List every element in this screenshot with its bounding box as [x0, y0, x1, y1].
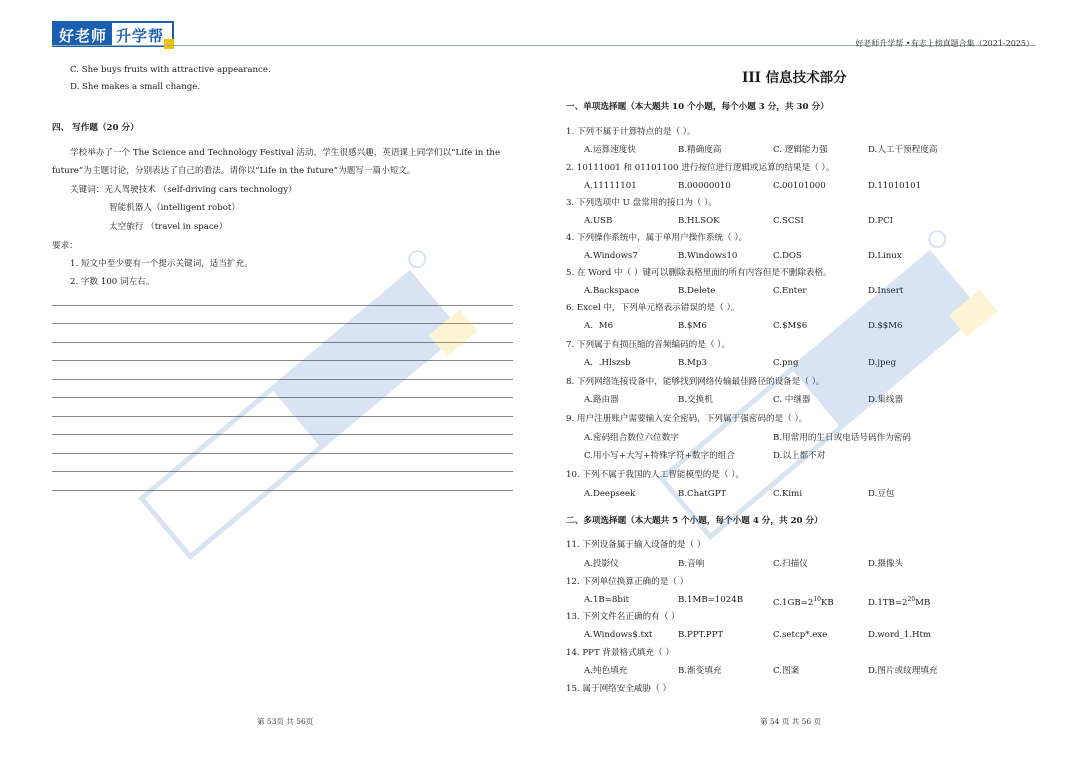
question-8-stem: 8. 下列网络连接设备中，能够找到网络传输最佳路径的设备是（ ）。: [566, 377, 825, 387]
question-6-option-c: C.$M$6: [773, 321, 808, 331]
answer-line: [52, 379, 513, 380]
question-8-option-d: D.集线器: [868, 395, 904, 405]
question-11-option-c: C.扫描仪: [773, 559, 808, 569]
question-10-stem: 10. 下列不属于我国的人工智能模型的是（ ）。: [566, 470, 745, 480]
logo-text-part1: 好老师: [54, 23, 112, 45]
question-15-stem: 15. 属于网络安全威胁（ ）: [566, 684, 672, 694]
logo-text-part2: 升学帮: [112, 23, 168, 45]
question-14-stem: 14. PPT 背景格式填充（ ）: [566, 648, 674, 658]
question-4-option-c: C.DOS: [773, 251, 802, 261]
question-12-stem: 12. 下列单位换算正确的是（ ）: [566, 577, 689, 587]
question-14-option-d: D.图片或纹理填充: [868, 666, 938, 676]
question-13-stem: 13. 下列文件名正确的有（ ）: [566, 612, 680, 622]
question-3-option-b: B.HLSOK: [678, 216, 720, 226]
answer-line: [52, 416, 513, 417]
question-11-option-b: B.音响: [678, 559, 705, 569]
question-1-option-c: C. 逻辑能力强: [773, 145, 828, 155]
question-10-option-d: D.豆包: [868, 489, 895, 499]
question-3-option-d: D.PCI: [868, 216, 894, 226]
question-5-option-a: A.Backspace: [584, 286, 640, 296]
question-1-option-a: A.运算速度快: [584, 145, 636, 155]
question-6-option-d: D.$$M6: [868, 321, 903, 331]
writing-section-title: 四、 写作题（20 分）: [52, 123, 139, 133]
question-13-option-a: A.Windows$.txt: [584, 630, 653, 640]
question-6-option-b: B.$M6: [678, 321, 707, 331]
watermark-left: [133, 248, 484, 566]
keywords-line-2: 智能机器人（intelligent robot）: [109, 203, 240, 213]
question-1-option-d: D.人工干预程度高: [868, 145, 938, 155]
question-8-option-a: A.路由器: [584, 395, 619, 405]
answer-line: [52, 434, 513, 435]
question-11-option-a: A.投影仪: [584, 559, 619, 569]
answer-line: [52, 323, 513, 324]
question-2-option-b: B.00000010: [678, 181, 731, 191]
question-4-option-d: D.Linux: [868, 251, 902, 261]
answer-line: [52, 490, 513, 491]
question-9-option-d: D.以上都不对: [773, 451, 826, 461]
keywords-line-1: 关键词：无人驾驶技术 （self-driving cars technology）: [70, 185, 297, 195]
single-choice-section-title: 一、单项选择题（本大题共 10 个小题，每个小题 3 分，共 30 分）: [566, 102, 829, 112]
question-9-option-a: A.密码组合数位六位数字: [584, 433, 679, 443]
question-9-stem: 9. 用户注册账户需要输入安全密码，下列属于强密码的是（ ）。: [566, 414, 808, 424]
question-12-option-d-base: D.1TB=2: [868, 597, 908, 608]
writing-prompt-line-2: future”为主题讨论，分别表达了自己的看法。请你以“Life in the future”为题写一篇小短文。: [52, 166, 416, 176]
question-13-option-d: D.word_1.Htm: [868, 630, 932, 640]
question-11-option-d: D.摄像头: [868, 559, 904, 569]
question-4-option-b: B.Windows10: [678, 251, 738, 261]
answer-line: [52, 471, 513, 472]
question-11-stem: 11. 下列设备属于输入设备的是（ ）: [566, 540, 706, 550]
answer-line: [52, 360, 513, 361]
requirement-1: 1. 短文中至少要有一个提示关键词，适当扩充。: [70, 259, 253, 269]
question-13-option-b: B.PPT.PPT: [678, 630, 724, 640]
brand-logo: [52, 21, 174, 47]
question-2-option-c: C.00101000: [773, 181, 826, 191]
question-7-option-d: D.jpeg: [868, 358, 897, 368]
question-13-option-c: C.setcp*.exe: [773, 630, 828, 640]
requirements-label: 要求：: [52, 241, 78, 251]
question-7-stem: 7. 下列属于有损压缩的音频编码的是（ ）。: [566, 340, 731, 350]
question-9-option-b: B.用常用的生日或电话号码作为密码: [773, 433, 911, 443]
question-14-option-a: A.纯色填充: [584, 666, 628, 676]
question-6-stem: 6. Excel 中，下列单元格表示错误的是（ ）。: [566, 303, 740, 313]
question-12-option-d-exponent: 20: [907, 596, 916, 603]
question-12-option-d-unit: MB: [915, 597, 931, 608]
question-8-option-c: C. 中继器: [773, 395, 811, 405]
question-8-option-b: B.交换机: [678, 395, 713, 405]
question-7-option-a: A．.Hlszsb: [584, 358, 631, 368]
question-5-option-c: C.Enter: [773, 286, 807, 296]
question-14-option-c: C.图案: [773, 666, 800, 676]
question-1-stem: 1. 下列不属于计算特点的是（ ）。: [566, 127, 696, 137]
question-10-option-b: B.ChatGPT: [678, 489, 727, 499]
question-3-stem: 3. 下列选项中 U 盘常用的接口为（ ）。: [566, 198, 717, 208]
question-1-option-b: B.精确度高: [678, 145, 722, 155]
requirement-2: 2. 字数 100 词左右。: [70, 277, 155, 287]
question-12-option-d: [868, 594, 930, 609]
question-12-option-b: B.1MB=1024B: [678, 595, 744, 605]
header-series-title: 好老师升学帮 •有志上榜真题合集（2021-2025）: [855, 39, 1034, 48]
question-2-option-a: A.11111101: [584, 181, 637, 191]
question-5-option-d: D.Insert: [868, 286, 904, 296]
question-4-option-a: A.Windows7: [584, 251, 638, 261]
question-7-option-c: C.png: [773, 358, 799, 368]
option-c-text: C. She buys fruits with attractive appearance.: [70, 65, 271, 75]
question-2-option-d: D.11010101: [868, 181, 922, 191]
part-title: III 信息技术部分: [742, 70, 847, 86]
answer-line: [52, 305, 513, 306]
question-4-stem: 4. 下列操作系统中，属于单用户操作系统（ ）。: [566, 233, 748, 243]
question-14-option-b: B.渐变填充: [678, 666, 722, 676]
question-12-option-a: A.1B=8bit: [584, 595, 630, 605]
question-10-option-c: C.Kimi: [773, 489, 803, 499]
question-3-option-c: C.SCSI: [773, 216, 804, 226]
answer-line: [52, 342, 513, 343]
page-number-right: 第 54 页 共 56 页: [760, 717, 822, 726]
question-5-stem: 5. 在 Word 中（ ）键可以删除表格里面的所有内容但是不删除表格。: [566, 268, 832, 278]
question-7-option-b: B.Mp3: [678, 358, 707, 368]
keywords-line-3: 太空旅行 （travel in space）: [109, 222, 228, 232]
answer-line: [52, 397, 513, 398]
question-12-option-c-base: C.1GB=2: [773, 597, 814, 608]
option-d-text: D. She makes a small change.: [70, 82, 201, 92]
question-6-option-a: A．M6: [584, 321, 614, 331]
question-12-option-c-exponent: 10: [813, 596, 821, 603]
question-10-option-a: A.Deepseek: [584, 489, 636, 499]
answer-line: [52, 453, 513, 454]
question-2-stem: 2. 10111001 和 01101100 进行按位进行逻辑或运算的结果是（ ）。: [566, 163, 835, 173]
page-number-left: 第 53页 共 56页: [257, 717, 314, 726]
question-12-option-c: [773, 594, 834, 609]
question-12-option-c-unit: KB: [820, 597, 834, 608]
multi-choice-section-title: 二、多项选择题（本大题共 5 个小题，每个小题 4 分，共 20 分）: [566, 516, 823, 526]
question-9-option-c: C.用小写+大写+特殊字符+数字的组合: [584, 451, 735, 461]
writing-prompt-line-1: 学校举办了一个 The Science and Technology Festival 活动，学生很感兴趣，英语课上同学们以“Life in the: [70, 148, 501, 158]
question-3-option-a: A.USB: [584, 216, 613, 226]
question-5-option-b: B.Delete: [678, 286, 716, 296]
